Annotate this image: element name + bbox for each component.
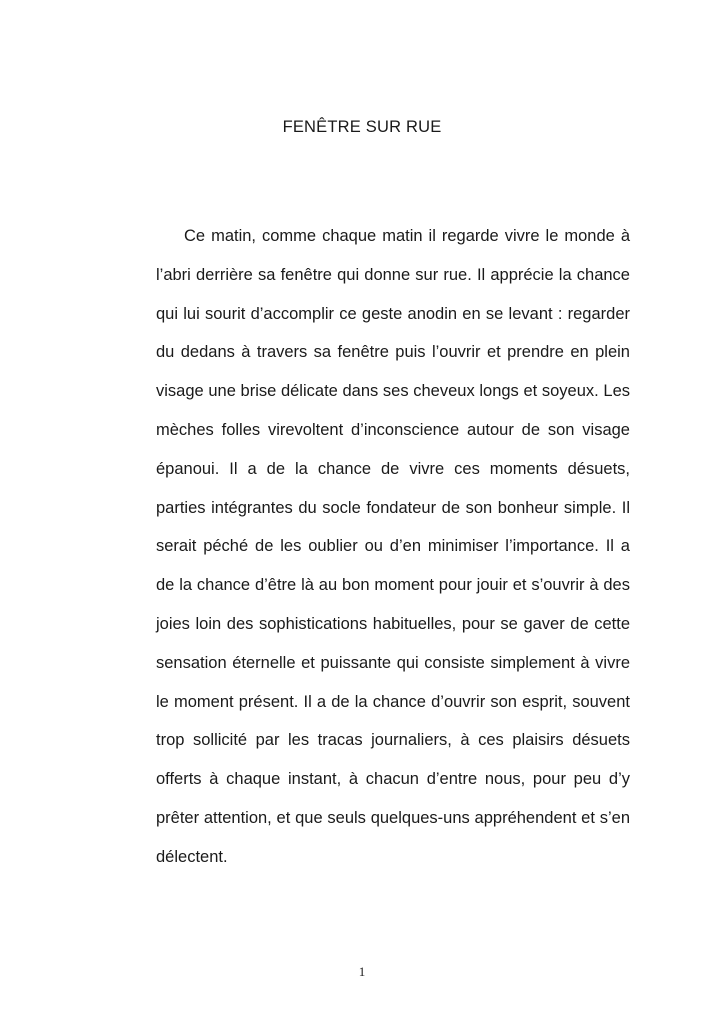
page-title: FENÊTRE SUR RUE: [282, 118, 442, 136]
page-number: 1: [358, 964, 366, 979]
body-paragraph: Ce matin, comme chaque matin il regarde vivre le monde à l’abri derrière sa fenêtre qui donne sur rue. Il apprécie la chance qui lui sourit d’accomplir ce geste anodin en se levant : regarder du dedans à travers sa fenêtre puis l’ouvrir et prendre en plein visage une brise délicate dans ses cheveux longs et soyeux. Les mèches folles virevoltent d’inconscience autour de son visage épanoui. Il a de la chance de vivre ces moments désuets, parties intégrantes du socle fondateur de son bonheur simple. Il serait péché de les oublier ou d’en minimiser l’importance. Il a de la chance d’être là au bon moment pour jouir et s’ouvrir à des joies loin des sophistications habituelles, pour se gaver de cette sensation éternelle et puissante qui consiste simplement à vivre le moment présent. Il a de la chance d’ouvrir son esprit, souvent trop sollicité par les tracas journaliers, à ces plaisirs désuets offerts à chaque instant, à chacun d’entre nous, pour peu d’y prêter attention, et que seuls quelques-uns appréhendent et s’en délectent.: [156, 227, 630, 866]
